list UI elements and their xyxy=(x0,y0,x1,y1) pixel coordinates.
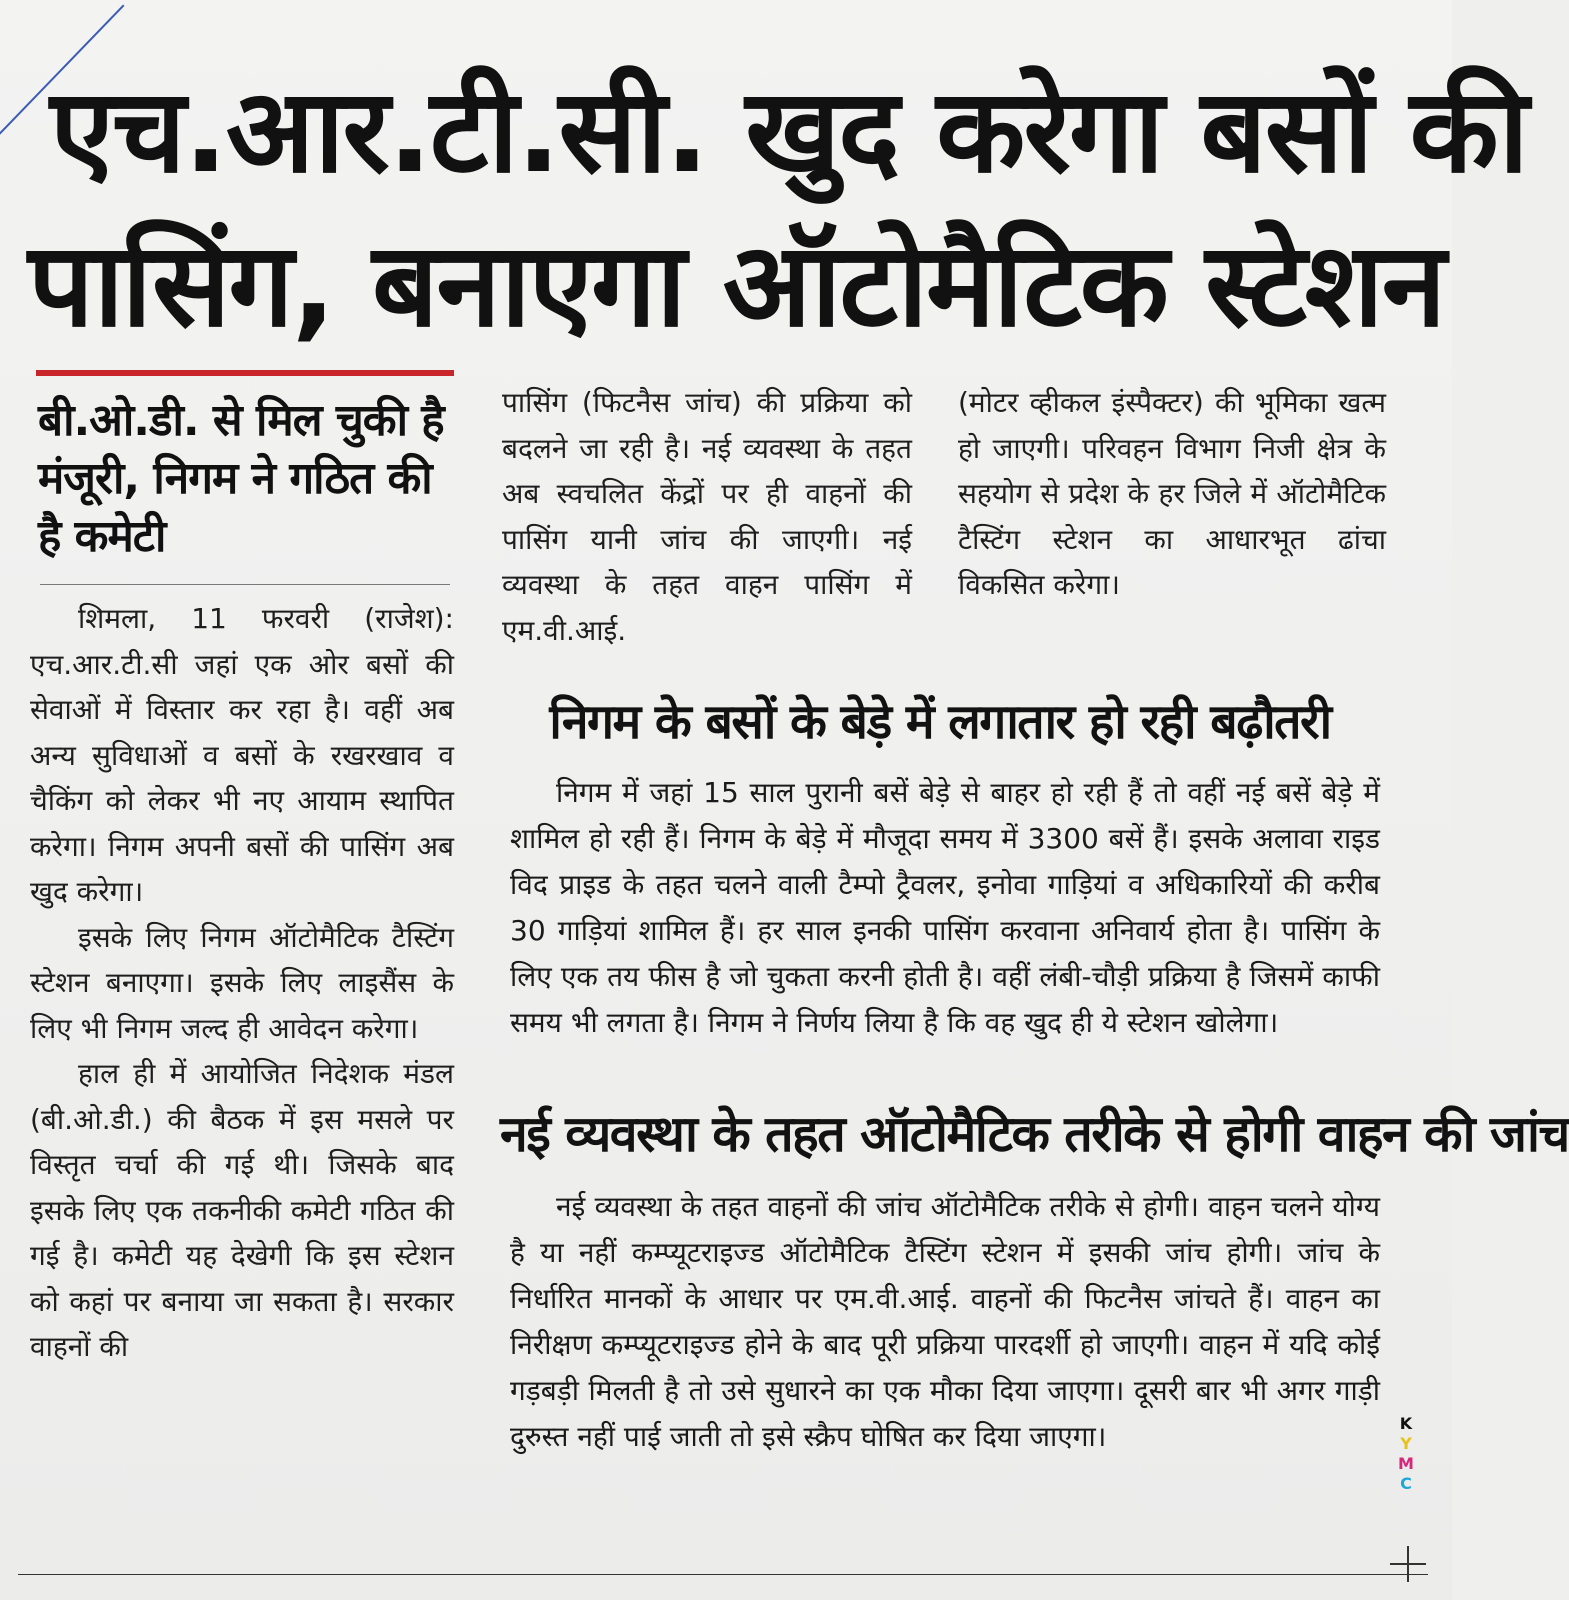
article-column-1 xyxy=(30,596,454,1370)
article-column-3 xyxy=(958,380,1386,608)
article-column-2 xyxy=(502,380,912,653)
subhead-divider xyxy=(40,584,450,585)
section-1-paragraph: निगम में जहां 15 साल पुरानी बसें बेड़े से बाहर हो रही हैं तो वहीं नई बसें बेड़े में शामिल हो रही हैं। निगम के बेड़े में मौजूदा समय में 3300 बसें हैं। इसके अलावा राइड विद प्राइड के तहत चलने वाली टैम्पो ट्रैवलर, इनोवा गाड़ियां व अधिकारियों की करीब 30 गाड़ियां शामिल हैं। हर साल इनकी पासिंग करवाना अनिवार्य होता है। पासिंग के लिए एक तय फीस है जो चुकता करनी होती है। वहीं लंबी-चौड़ी प्रक्रिया है जिसमें काफी समय भी लगता है। निगम ने निर्णय लिया है कि वह खुद ही ये स्टेशन खोलेगा। xyxy=(510,776,1380,1039)
bottom-border-rule xyxy=(18,1574,1428,1575)
headline-line-1: एच.आर.टी.सी. खुद करेगा बसों की xyxy=(50,64,1527,199)
column3-paragraph-1: (मोटर व्हीकल इंस्पैक्टर) की भूमिका खत्म हो जाएगी। परिवहन विभाग निजी क्षेत्र के सहयोग से प्रदेश के हर जिले में ऑटोमैटिक टैस्टिंग स्टेशन का आधारभूत ढांचा विकसित करेगा। xyxy=(958,386,1386,601)
column1-paragraph-3: हाल ही में आयोजित निदेशक मंडल (बी.ओ.डी.) की बैठक में इस मसले पर विस्तृत चर्चा की गई थी। जिसके बाद इसके लिए एक तकनीकी कमेटी गठित की गई है। कमेटी यह देखेगी कि इस स्टेशन को कहां पर बनाया जा सकता है। सरकार वाहनों की xyxy=(30,1057,454,1363)
registration-crosshair-icon xyxy=(1390,1546,1426,1582)
section-1-heading: निगम के बसों के बेड़े में लगातार हो रही बढ़ौतरी xyxy=(549,694,1331,750)
section-2-heading: नई व्यवस्था के तहत ऑटोमैटिक तरीके से होगी वाहन की जांच xyxy=(500,1105,1569,1163)
subheadline: बी.ओ.डी. से मिल चुकी है मंजूरी, निगम ने गठित की है कमेटी xyxy=(38,395,444,562)
section-1-body xyxy=(510,770,1380,1046)
column2-paragraph-1: पासिंग (फिटनैस जांच) की प्रक्रिया को बदलने जा रही है। नई व्यवस्था के तहत अब स्वचलित केंद्रों पर ही वाहनों की पासिंग यानी जांच की जाएगी। नई व्यवस्था के तहत वाहन पासिंग में एम.वी.आई. xyxy=(502,386,912,647)
headline-line-2: पासिंग, बनाएगा ऑटोमैटिक स्टेशन xyxy=(28,218,1445,353)
cmyk-letter: M xyxy=(1398,1454,1414,1473)
section-2-paragraph: नई व्यवस्था के तहत वाहनों की जांच ऑटोमैटिक तरीके से होगी। वाहन चलने योग्य है या नहीं कम्प्यूटराइज्ड ऑटोमैटिक टैस्टिंग स्टेशन में इसकी जांच होगी। जांच के निर्धारित मानकों के आधार पर एम.वी.आई. वाहनों की फिटनैस जांचते हैं। वाहन का निरीक्षण कम्प्यूटराइज्ड होने के बाद पूरी प्रक्रिया पारदर्शी हो जाएगी। वाहन में यदि कोई गड़बड़ी मिलती है तो उसे सुधारने का एक मौका दिया जाएगा। दूसरी बार भी अगर गाड़ी दुरुस्त नहीं पाई जाती तो इसे स्क्रैप घोषित कर दिया जाएगा। xyxy=(510,1190,1380,1453)
section-2-body xyxy=(510,1184,1380,1460)
column1-paragraph-1: शिमला, 11 फरवरी (राजेश): एच.आर.टी.सी जहां एक ओर बसों की सेवाओं में विस्तार कर रहा है। वहीं अब अन्य सुविधाओं व बसों के रखरखाव व चैकिंग को लेकर भी नए आयाम स्थापित करेगा। निगम अपनी बसों की पासिंग अब खुद करेगा। xyxy=(30,602,454,908)
cmyk-print-mark xyxy=(1396,1414,1416,1494)
subhead-red-rule xyxy=(36,370,454,376)
cmyk-letter: C xyxy=(1400,1474,1412,1493)
cmyk-letter: Y xyxy=(1400,1434,1412,1453)
column1-paragraph-2: इसके लिए निगम ऑटोमैटिक टैस्टिंग स्टेशन बनाएगा। इसके लिए लाइसैंस के लिए भी निगम जल्द ही आवेदन करेगा। xyxy=(30,920,454,1045)
cmyk-letter: K xyxy=(1399,1414,1413,1433)
